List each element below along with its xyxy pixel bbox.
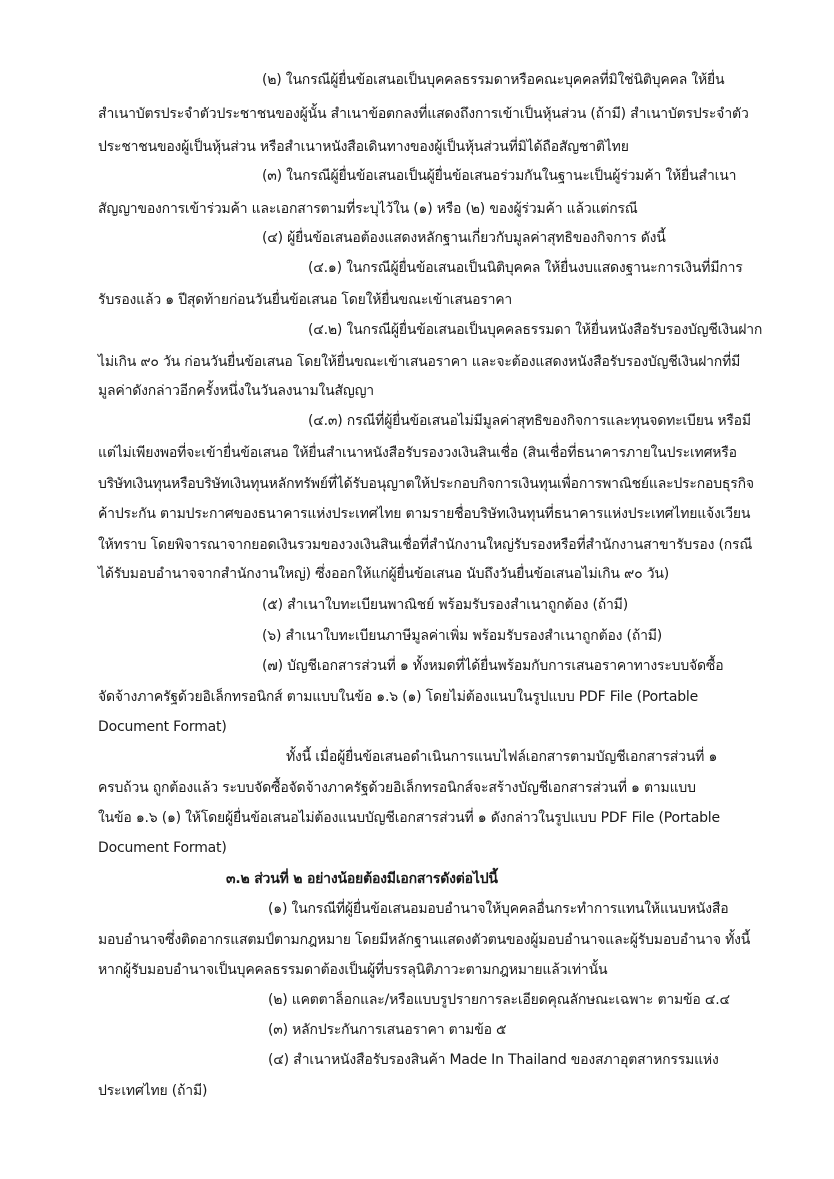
text-line: จัดจ้างภาครัฐด้วยอิเล็กทรอนิกส์ ตามแบบในข้อ ๑.๖ (๑) โดยไม่ต้องแนบในรูปแบบ PDF File (Portable (98, 689, 698, 705)
text-line: ทั้งนี้ เมื่อผู้ยื่นข้อเสนอดำเนินการแนบไฟล์เอกสารตามบัญชีเอกสารส่วนที่ ๑ (286, 749, 718, 765)
text-line: (๔.๑) ในกรณีผู้ยื่นข้อเสนอเป็นนิติบุคคล ให้ยื่นงบแสดงฐานะการเงินที่มีการ (308, 260, 743, 276)
text-line: (๒) ในกรณีผู้ยื่นข้อเสนอเป็นบุคคลธรรมดาหรือคณะบุคคลที่มิใช่นิติบุคคล ให้ยื่น (262, 72, 725, 88)
text-line: (๔.๒) ในกรณีผู้ยื่นข้อเสนอเป็นบุคคลธรรมดา ให้ยื่นหนังสือรับรองบัญชีเงินฝาก (308, 322, 763, 338)
text-line: (๗) บัญชีเอกสารส่วนที่ ๑ ทั้งหมดที่ได้ยื่นพร้อมกับการเสนอราคาทางระบบจัดซื้อ (262, 658, 724, 674)
text-line: Document Format) (98, 719, 227, 735)
text-line: (๑) ในกรณีที่ผู้ยื่นข้อเสนอมอบอำนาจให้บุคคลอื่นกระทำการแทนให้แนบหนังสือ (268, 901, 729, 917)
text-line: มูลค่าดังกล่าวอีกครั้งหนึ่งในวันลงนามในสัญญา (98, 383, 374, 399)
text-line: (๔) ผู้ยื่นข้อเสนอต้องแสดงหลักฐานเกี่ยวกับมูลค่าสุทธิของกิจการ ดังนี้ (262, 230, 666, 246)
text-line: มอบอำนาจซึ่งติดอากรแสตมป์ตามกฎหมาย โดยมีหลักฐานแสดงตัวตนของผู้มอบอำนาจและผู้รับมอบอำนาจ ทั้งนี้ (98, 932, 751, 948)
text-line: แต่ไม่เพียงพอที่จะเข้ายื่นข้อเสนอ ให้ยื่นสำเนาหนังสือรับรองวงเงินสินเชื่อ (สินเชื่อที่ธนาคารภายในประเทศหรือ (98, 445, 737, 461)
text-line: ไม่เกิน ๙๐ วัน ก่อนวันยื่นข้อเสนอ โดยให้ยื่นขณะเข้าเสนอราคา และจะต้องแสดงหนังสือรับรองบัญชีเงินฝากที่มี (98, 354, 741, 370)
text-line: ได้รับมอบอำนาจจากสำนักงานใหญ่) ซึ่งออกให้แก่ผู้ยื่นข้อเสนอ นับถึงวันยื่นข้อเสนอไม่เกิน ๙๐ วัน) (98, 566, 669, 582)
text-line: (๓) หลักประกันการเสนอราคา ตามข้อ ๕ (268, 1022, 507, 1038)
text-line: (๓) ในกรณีผู้ยื่นข้อเสนอเป็นผู้ยื่นข้อเสนอร่วมกันในฐานะเป็นผู้ร่วมค้า ให้ยื่นสำเนา (262, 168, 737, 184)
text-line: สัญญาของการเข้าร่วมค้า และเอกสารตามที่ระบุไว้ใน (๑) หรือ (๒) ของผู้ร่วมค้า แล้วแต่กรณี (98, 201, 638, 217)
text-line: ในข้อ ๑.๖ (๑) ให้โดยผู้ยื่นข้อเสนอไม่ต้องแนบบัญชีเอกสารส่วนที่ ๑ ดังกล่าวในรูปแบบ PDF File (Portable (98, 810, 720, 826)
text-line: บริษัทเงินทุนหรือบริษัทเงินทุนหลักทรัพย์ที่ได้รับอนุญาตให้ประกอบกิจการเงินทุนเพื่อการพาณิชย์และประกอบธุรกิจ (98, 476, 754, 492)
text-line: ค้าประกัน ตามประกาศของธนาคารแห่งประเทศไทย ตามรายชื่อบริษัทเงินทุนที่ธนาคารแห่งประเทศไทยแจ้งเวียน (98, 506, 751, 522)
text-line: ประเทศไทย (ถ้ามี) (98, 1083, 208, 1099)
text-line: สำเนาบัตรประจำตัวประชาชนของผู้นั้น สำเนาข้อตกลงที่แสดงถึงการเข้าเป็นหุ้นส่วน (ถ้ามี) สำเนาบัตรประจำตัว (98, 106, 749, 122)
text-line: หากผู้รับมอบอำนาจเป็นบุคคลธรรมดาต้องเป็นผู้ที่บรรลุนิติภาวะตามกฎหมายแล้วเท่านั้น (98, 962, 608, 978)
text-line: ประชาชนของผู้เป็นหุ้นส่วน หรือสำเนาหนังสือเดินทางของผู้เป็นหุ้นส่วนที่มิได้ถือสัญชาติไทย (98, 139, 629, 155)
text-line: Document Format) (98, 840, 227, 856)
section-heading: ๓.๒ ส่วนที่ ๒ อย่างน้อยต้องมีเอกสารดังต่อไปนี้ (226, 871, 498, 887)
text-line: (๕) สำเนาใบทะเบียนพาณิชย์ พร้อมรับรองสำเนาถูกต้อง (ถ้ามี) (262, 597, 628, 613)
text-line: (๒) แคตตาล็อกและ/หรือแบบรูปรายการละเอียดคุณลักษณะเฉพาะ ตามข้อ ๔.๔ (268, 992, 730, 1008)
text-line: (๔) สำเนาหนังสือรับรองสินค้า Made In Thailand ของสภาอุตสาหกรรมแห่ง (268, 1052, 719, 1068)
text-line: (๔.๓) กรณีที่ผู้ยื่นข้อเสนอไม่มีมูลค่าสุทธิของกิจการและทุนจดทะเบียน หรือมี (308, 413, 751, 429)
text-line: ให้ทราบ โดยพิจารณาจากยอดเงินรวมของวงเงินสินเชื่อที่สำนักงานใหญ่รับรองหรือที่สำนักงานสาขารับรอง (กรณี (98, 537, 753, 553)
text-line: รับรองแล้ว ๑ ปีสุดท้ายก่อนวันยื่นข้อเสนอ โดยให้ยื่นขณะเข้าเสนอราคา (98, 292, 513, 308)
text-line: (๖) สำเนาใบทะเบียนภาษีมูลค่าเพิ่ม พร้อมรับรองสำเนาถูกต้อง (ถ้ามี) (262, 628, 663, 644)
text-line: ครบถ้วน ถูกต้องแล้ว ระบบจัดซื้อจัดจ้างภาครัฐด้วยอิเล็กทรอนิกส์จะสร้างบัญชีเอกสารส่วนที่ ๑ ตามแบบ (98, 780, 696, 796)
